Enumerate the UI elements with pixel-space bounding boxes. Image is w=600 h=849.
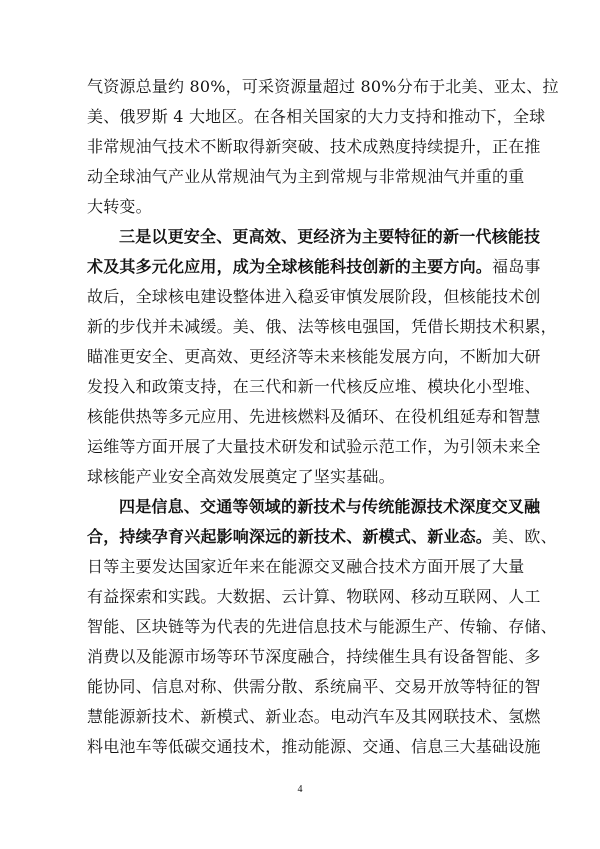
paragraph-3 <box>87 492 557 762</box>
text-line: 有益探索和实践。大数据、云计算、物联网、移动互联网、人工 <box>87 587 541 606</box>
text-line <box>87 252 541 282</box>
bold-heading-line: 三是以更安全、更高效、更经济为主要特征的新一代核能技 <box>119 227 541 246</box>
text-line: 新的步伐并未减缓。美、俄、法等核电强国，凭借长期技术积累， <box>87 317 557 336</box>
text-line: 核能供热等多元应用、先进核燃料及循环、在役机组延寿和智慧 <box>87 407 541 426</box>
paragraph-2 <box>87 222 557 492</box>
bold-heading-line: 四是信息、交通等领域的新技术与传统能源技术深度交叉融 <box>119 497 541 516</box>
bold-heading-text: 合，持续孕育兴起影响深远的新技术、新模式、新业态。 <box>87 527 493 546</box>
text-line: 动全球油气产业从常规油气为主到常规与非常规油气并重的重 <box>87 167 525 186</box>
body-text <box>87 72 559 762</box>
page-number: 4 <box>297 784 303 795</box>
text-line: 美、俄罗斯 4 大地区。在各相关国家的大力支持和推动下，全球 <box>87 107 546 126</box>
text-line: 大转变。 <box>87 197 152 216</box>
text-line: 能协同、信息对称、供需分散、系统扁平、交易开放等特征的智 <box>87 677 541 696</box>
text-line: 智能、区块链等为代表的先进信息技术与能源生产、传输、存储、 <box>87 617 557 636</box>
text-line: 消费以及能源市场等环节深度融合，持续催生具有设备智能、多 <box>87 647 541 666</box>
text-line <box>87 522 557 552</box>
text-line: 运维等方面开展了大量技术研发和试验示范工作，为引领未来全 <box>87 437 541 456</box>
text-line: 发投入和政策支持，在三代和新一代核反应堆、模块化小型堆、 <box>87 377 541 396</box>
inline-text: 福岛事 <box>492 257 541 276</box>
text-line: 瞄准更安全、更高效、更经济等未来核能发展方向，不断加大研 <box>87 347 541 366</box>
text-line: 料电池车等低碳交通技术，推动能源、交通、信息三大基础设施 <box>87 737 541 756</box>
text-line: 故后，全球核电建设整体进入稳妥审慎发展阶段，但核能技术创 <box>87 287 541 306</box>
paragraph-1 <box>87 72 559 222</box>
inline-text: 美、欧、 <box>492 527 557 546</box>
text-line: 慧能源新技术、新模式、新业态。电动汽车及其网联技术、氢燃 <box>87 707 541 726</box>
bold-heading-text: 术及其多元化应用，成为全球核能科技创新的主要方向。 <box>87 257 493 276</box>
text-line: 非常规油气技术不断取得新突破、技术成熟度持续提升，正在推 <box>87 137 541 156</box>
text-line: 日等主要发达国家近年来在能源交叉融合技术方面开展了大量 <box>87 557 525 576</box>
text-line: 球核能产业安全高效发展奠定了坚实基础。 <box>87 467 395 486</box>
text-line: 气资源总量约 80%，可采资源量超过 80%分布于北美、亚太、拉 <box>87 77 559 96</box>
